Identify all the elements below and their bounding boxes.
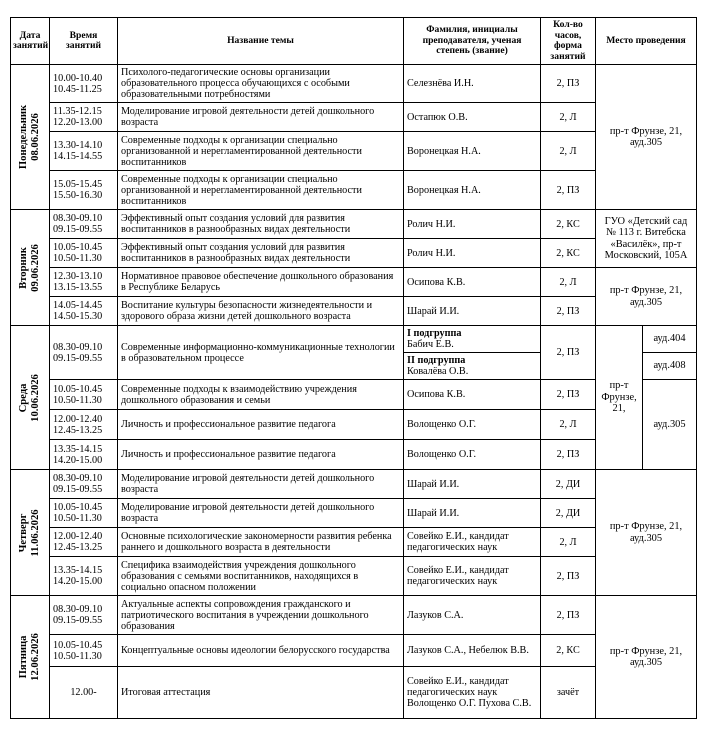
hours-cell: 2, Л	[541, 410, 596, 440]
day-name: Вторник	[18, 246, 29, 289]
day-name: Понедельник	[18, 104, 29, 170]
day-cell-thursday	[11, 470, 50, 596]
table-row	[11, 440, 697, 470]
theme-cell: Современные информационно-коммуникационные технологии в образовательном процессе	[118, 326, 404, 380]
time-cell: 14.05-14.45 14.50-15.30	[50, 297, 118, 326]
time-cell: 10.05-10.45 10.50-11.30	[50, 499, 118, 528]
theme-cell: Моделирование игровой деятельности детей дошкольного возраста	[118, 470, 404, 499]
teacher-cell: Шарай И.И.	[404, 297, 541, 326]
hours-cell: 2, ПЗ	[541, 326, 596, 380]
time-cell: 08.30-09.10 09.15-09.55	[50, 210, 118, 239]
day-name: Пятница	[18, 635, 29, 679]
theme-cell: Психолого-педагогические основы организации образовательного процесса обучающихся с особыми образовательными потребностями	[118, 65, 404, 103]
hours-cell: 2, ПЗ	[541, 171, 596, 210]
teacher-cell: Воронецкая Н.А.	[404, 171, 541, 210]
header-place: Место проведения	[596, 18, 697, 65]
day-cell-wednesday	[11, 326, 50, 470]
table-row	[11, 380, 697, 410]
time-cell: 13.35-14.15 14.20-15.00	[50, 557, 118, 596]
teacher-cell: Волощенко О.Г.	[404, 440, 541, 470]
time-cell: 08.30-09.10 09.15-09.55	[50, 326, 118, 380]
hours-cell: 2, ПЗ	[541, 440, 596, 470]
teacher-cell: Ролич Н.И.	[404, 210, 541, 239]
hours-cell: 2, ДИ	[541, 470, 596, 499]
hours-cell: 2, ПЗ	[541, 380, 596, 410]
table-row	[11, 596, 697, 635]
teacher-cell: Осипова К.В.	[404, 380, 541, 410]
hours-cell: 2, ПЗ	[541, 65, 596, 103]
hours-cell: 2, Л	[541, 268, 596, 297]
time-cell: 08.30-09.10 09.15-09.55	[50, 596, 118, 635]
theme-cell: Моделирование игровой деятельности детей дошкольного возраста	[118, 499, 404, 528]
table-row	[11, 635, 697, 667]
time-cell: 11.35-12.15 12.20-13.00	[50, 103, 118, 132]
time-cell: 13.35-14.15 14.20-15.00	[50, 440, 118, 470]
time-cell: 10.05-10.45 10.50-11.30	[50, 239, 118, 268]
time-cell: 12.00-12.40 12.45-13.25	[50, 410, 118, 440]
place-cell: ГУО «Детский сад № 113 г. Витебска «Василёк», пр-т Московский, 105А	[596, 210, 697, 268]
hours-cell: 2, Л	[541, 132, 596, 171]
theme-cell: Эффективный опыт создания условий для развития воспитанников в разнообразных видах деятельности	[118, 210, 404, 239]
table-row	[11, 171, 697, 210]
teacher-cell: Совейко Е.И., кандидат педагогических наук	[404, 557, 541, 596]
theme-cell: Воспитание культуры безопасности жизнедеятельности и здорового образа жизни детей дошкольного возраста	[118, 297, 404, 326]
time-cell: 08.30-09.10 09.15-09.55	[50, 470, 118, 499]
day-date: 09.06.2026	[30, 243, 41, 292]
theme-cell: Концептуальные основы идеологии белорусского государства	[118, 635, 404, 667]
theme-cell: Личность и профессиональное развитие педагога	[118, 440, 404, 470]
teacher-cell: Осипова К.В.	[404, 268, 541, 297]
day-cell-friday	[11, 596, 50, 719]
theme-cell: Моделирование игровой деятельности детей дошкольного возраста	[118, 103, 404, 132]
day-date: 11.06.2026	[30, 508, 41, 557]
header-theme: Название темы	[118, 18, 404, 65]
header-time: Время занятий	[50, 18, 118, 65]
teacher-cell: Воронецкая Н.А.	[404, 132, 541, 171]
day-cell-monday	[11, 65, 50, 210]
header-teacher: Фамилия, инициалы преподавателя, ученая степень (звание)	[404, 18, 541, 65]
subgroup-2-teacher: Ковалёва О.В.	[407, 366, 469, 377]
day-name: Среда	[18, 383, 29, 412]
header-hours: Кол-во часов, форма занятий	[541, 18, 596, 65]
time-cell: 13.30-14.10 14.15-14.55	[50, 132, 118, 171]
table-row	[11, 103, 697, 132]
table-row	[11, 499, 697, 528]
place-cell: пр-т Фрунзе, 21, ауд.305	[596, 470, 697, 596]
table-row	[11, 239, 697, 268]
time-cell: 10.05-10.45 10.50-11.30	[50, 635, 118, 667]
table-row	[11, 210, 697, 239]
theme-cell: Эффективный опыт создания условий для развития воспитанников в разнообразных видах деятельности	[118, 239, 404, 268]
theme-cell: Актуальные аспекты сопровождения гражданского и патриотического воспитания в учреждении дошкольного образования	[118, 596, 404, 635]
table-row	[11, 528, 697, 557]
subgroup-1-label: I подгруппа	[407, 328, 462, 339]
place-cell: пр-т Фрунзе, 21,	[596, 326, 643, 470]
table-row	[11, 132, 697, 171]
hours-cell: 2, ПЗ	[541, 596, 596, 635]
room-cell-404: ауд.404	[643, 326, 697, 353]
day-cell-tuesday	[11, 210, 50, 326]
theme-cell: Современные подходы к организации специально организованной и нерегламентированной деятельности воспитанников	[118, 132, 404, 171]
teacher-cell: Совейко Е.И., кандидат педагогических наук	[404, 528, 541, 557]
theme-cell: Личность и профессиональное развитие педагога	[118, 410, 404, 440]
table-row	[11, 326, 697, 353]
room-cell-305: ауд.305	[643, 380, 697, 470]
hours-cell: 2, КС	[541, 635, 596, 667]
time-cell: 12.30-13.10 13.15-13.55	[50, 268, 118, 297]
header-row	[11, 18, 697, 65]
theme-cell: Итоговая аттестация	[118, 667, 404, 719]
place-cell: пр-т Фрунзе, 21, ауд.305	[596, 65, 697, 210]
schedule-table	[10, 17, 697, 719]
theme-cell: Современные подходы к организации специально организованной и нерегламентированной деятельности воспитанников	[118, 171, 404, 210]
table-row	[11, 65, 697, 103]
teacher-cell: Шарай И.И.	[404, 499, 541, 528]
teacher-cell: Лазуков С.А.	[404, 596, 541, 635]
table-row	[11, 297, 697, 326]
teacher-cell-subgroup-2	[404, 353, 541, 380]
hours-cell: 2, КС	[541, 210, 596, 239]
teacher-cell: Лазуков С.А., Небелюк В.В.	[404, 635, 541, 667]
table-row	[11, 410, 697, 440]
theme-cell: Основные психологические закономерности развития ребенка раннего и дошкольного возраста в деятельности	[118, 528, 404, 557]
hours-cell: 2, Л	[541, 103, 596, 132]
day-date: 10.06.2026	[30, 373, 41, 422]
time-cell: 12.00-12.40 12.45-13.25	[50, 528, 118, 557]
subgroup-1-teacher: Бабич Е.В.	[407, 339, 454, 350]
hours-cell: зачёт	[541, 667, 596, 719]
table-row	[11, 268, 697, 297]
hours-cell: 2, ПЗ	[541, 557, 596, 596]
theme-cell: Специфика взаимодействия учреждения дошкольного образования с семьями воспитанников, находящихся в социально опасном положении	[118, 557, 404, 596]
schedule-page	[10, 17, 697, 719]
subgroup-2-label: II подгруппа	[407, 355, 466, 366]
time-cell: 10.05-10.45 10.50-11.30	[50, 380, 118, 410]
teacher-cell-subgroup-1	[404, 326, 541, 353]
hours-cell: 2, ДИ	[541, 499, 596, 528]
teacher-cell: Селезнёва И.Н.	[404, 65, 541, 103]
theme-cell: Современные подходы к взаимодействию учреждения дошкольного образования и семьи	[118, 380, 404, 410]
header-date: Дата занятий	[11, 18, 50, 65]
teacher-cell: Ролич Н.И.	[404, 239, 541, 268]
teacher-cell: Совейко Е.И., кандидат педагогических наук Волощенко О.Г. Пухова С.В.	[404, 667, 541, 719]
hours-cell: 2, Л	[541, 528, 596, 557]
table-row	[11, 557, 697, 596]
day-date: 08.06.2026	[30, 113, 41, 161]
theme-cell: Нормативное правовое обеспечение дошкольного образования в Республике Беларусь	[118, 268, 404, 297]
hours-cell: 2, КС	[541, 239, 596, 268]
time-cell: 15.05-15.45 15.50-16.30	[50, 171, 118, 210]
time-cell: 12.00-	[50, 667, 118, 719]
teacher-cell: Шарай И.И.	[404, 470, 541, 499]
day-date: 12.06.2026	[30, 633, 41, 681]
teacher-cell: Остапюк О.В.	[404, 103, 541, 132]
teacher-cell: Волощенко О.Г.	[404, 410, 541, 440]
hours-cell: 2, ПЗ	[541, 297, 596, 326]
day-name: Четверг	[18, 513, 29, 552]
time-cell: 10.00-10.40 10.45-11.25	[50, 65, 118, 103]
room-cell-408: ауд.408	[643, 353, 697, 380]
table-row	[11, 667, 697, 719]
place-cell: пр-т Фрунзе, 21, ауд.305	[596, 268, 697, 326]
place-cell: пр-т Фрунзе, 21, ауд.305	[596, 596, 697, 719]
table-row	[11, 470, 697, 499]
